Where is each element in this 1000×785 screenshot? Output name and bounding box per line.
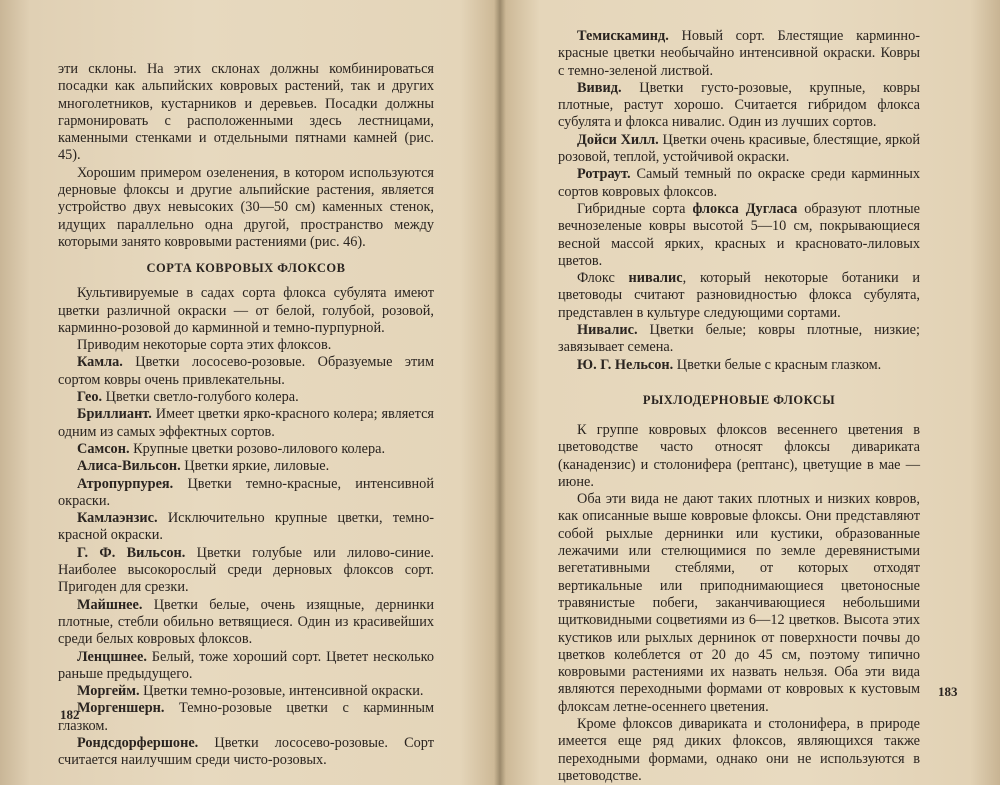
- variety-name: Ю. Г. Нельсон.: [577, 356, 674, 373]
- variety-name: Ленцшнее.: [77, 648, 147, 665]
- variety-entry: [58, 441, 434, 458]
- variety-description: Исключительно крупные цветки, темно-красной окраски.: [58, 510, 434, 544]
- variety-description: Цветки очень красивые, блестящие, яркой розовой, теплой, устойчивой окраски.: [558, 131, 920, 166]
- paragraph: К группе ковровых флоксов весеннего цветения в цветоводстве часто относят флоксы дивариката (канадензис) и столонифера (рептанс), цветущие в мае — июне.: [558, 421, 920, 490]
- paragraph: Хорошим примером озеленения, в котором используются дерновые флоксы и другие альпийские растения, является устройство двух невысоких (30—50 см) каменных стенок, идущих параллельно одна другой, пространство между которыми занято ковровыми растениями (рис. 46).: [58, 164, 434, 250]
- variety-description: Самый темный по окраске среди карминных сортов ковровых флоксов.: [558, 166, 920, 200]
- variety-entry: [558, 166, 920, 201]
- paragraph: Оба эти вида не дают таких плотных и низких ковров, как описанные выше ковровые флоксы. Они представляют собой рыхлые дернинки или кустики, образованные лежачими или стелющимися по земле деревянистыми вегетативными стеблями, от которых отходят вертикальные или приподнимающиеся цветоносные травянистые побеги, заканчивающиеся небольшими щитковидными соцветиями из 6—12 цветков. Высота этих кустиков или рыхлых дернинок от поверхности почвы до цветков колеблется от 20 до 45 см, поэтому типично ковровыми растениями их назвать нельзя. Оба эти вида являются переходными формами от ковровых к кустовым флоксам летне-осеннего цветения.: [558, 491, 920, 715]
- variety-name: Моргейм.: [77, 683, 140, 700]
- variety-description: Имеет цветки ярко-красного колера; является одним из самых эффектных сортов.: [58, 406, 434, 440]
- variety-entry: [58, 649, 434, 684]
- text-span: Гибридные сорта: [577, 200, 693, 217]
- variety-name: Темискаминд.: [577, 28, 669, 44]
- section-heading: СОРТА КОВРОВЫХ ФЛОКСОВ: [146, 261, 346, 276]
- paragraph: Культивируемые в садах сорта флокса субулята имеют цветки различной окраски — от белой, голубой, розовой, карминно-розовой до карминной и темно-пурпурной.: [58, 285, 434, 336]
- variety-name: Гео.: [77, 389, 103, 406]
- variety-name: Камлаэнзис.: [77, 510, 158, 527]
- variety-description: Цветки белые; ковры плотные, низкие; завязывает семена.: [558, 322, 920, 356]
- variety-name: Вивид.: [577, 79, 622, 96]
- variety-description: Белый, тоже хороший сорт. Цветет несколько раньше предыдущего.: [58, 648, 434, 682]
- page-number: 183: [938, 684, 958, 699]
- variety-description: Новый сорт. Блестящие карминно-красные цветки необычайно интенсивной окраски. Ковры с темно-зеленой листвой.: [558, 28, 920, 79]
- variety-name: Моргеншерн.: [77, 700, 165, 717]
- variety-name: Бриллиант.: [77, 406, 152, 423]
- paragraph: [558, 270, 920, 322]
- variety-description: Цветки белые, очень изящные, дернинки плотные, стебли обильно ветвящиеся. Один из красивейших среди белых ковровых флоксов.: [58, 596, 434, 648]
- species-name: нивалис: [628, 270, 683, 287]
- variety-name: Дойси Хилл.: [577, 131, 659, 148]
- variety-entry: [58, 735, 434, 770]
- variety-entry: [58, 510, 434, 545]
- paragraph: Приводим некоторые сорта этих флоксов.: [77, 337, 332, 354]
- variety-description: Цветки лососево-розовые. Образуемые этим сортом ковры очень привлекательны.: [58, 354, 434, 388]
- variety-entry: [558, 357, 920, 374]
- paragraph: [558, 201, 920, 270]
- variety-entry: [58, 597, 434, 649]
- text-span: образуют плотные вечнозеленые ковры высотой 5—10 см, покрывающиеся весной массой ярких, красных и красновато-лиловых цветов.: [558, 200, 920, 269]
- right-page: [558, 28, 920, 785]
- variety-entry: [58, 354, 434, 389]
- page-number: 182: [60, 707, 80, 722]
- species-name: флокса Дугласа: [692, 200, 798, 217]
- variety-description: Темно-розовые цветки с карминным глазком.: [58, 700, 434, 734]
- variety-name: Рондсдорфершоне.: [77, 734, 199, 751]
- text-span: , который некоторые ботаники и цветоводы считают разновидностью флокса субулята, представлен в культуре следующими сортами.: [558, 270, 920, 321]
- variety-entry: [558, 28, 920, 80]
- variety-name: Майшнее.: [77, 596, 143, 613]
- paragraph: Кроме флоксов дивариката и столонифера, в природе имеется еще ряд диких флоксов, являющихся также переходными формами, однако они не используются в цветоводстве.: [558, 715, 920, 784]
- variety-description: Цветки яркие, лиловые.: [180, 458, 330, 475]
- section-heading: РЫХЛОДЕРНОВЫЕ ФЛОКСЫ: [642, 392, 836, 407]
- variety-name: Камла.: [77, 354, 123, 371]
- variety-entry: [58, 406, 434, 441]
- variety-name: Нивалис.: [577, 322, 638, 339]
- variety-description: Цветки темно-розовые, интенсивной окраски.: [139, 683, 424, 700]
- variety-entry: [58, 545, 434, 597]
- variety-description: Цветки белые с красным глазком.: [673, 356, 882, 373]
- variety-description: Цветки лососево-розовые. Сорт считается наилучшим среди чисто-розовых.: [58, 734, 434, 769]
- variety-description: Цветки густо-розовые, крупные, ковры плотные, растут хорошо. Считается гибридом флокса субулята и флокса нивалис. Один из лучших сортов.: [558, 79, 920, 131]
- variety-name: Г. Ф. Вильсон.: [77, 544, 186, 561]
- variety-entry: [58, 389, 434, 406]
- variety-entry: [58, 476, 434, 511]
- variety-entry: [58, 458, 434, 475]
- variety-entry: [58, 683, 434, 700]
- variety-name: Самсон.: [77, 440, 130, 457]
- variety-entry: [558, 322, 920, 357]
- paragraph: эти склоны. На этих склонах должны комбинироваться посадки как альпийских ковровых растений, так и других многолетников, кустарников и деревьев. Посадки должны гармонировать с расположенными здесь лестницами, каменными стенками и отдельными пятнами камней (рис. 45).: [58, 61, 434, 164]
- variety-description: Крупные цветки розово-лилового колера.: [129, 440, 386, 457]
- variety-entry: [558, 132, 920, 167]
- variety-name: Алиса-Вильсон.: [77, 458, 181, 475]
- variety-description: Цветки светло-голубого колера.: [102, 389, 299, 406]
- left-page: [58, 61, 434, 770]
- text-span: Флокс: [577, 270, 629, 287]
- variety-description: Цветки темно-красные, интенсивной окраски.: [58, 475, 434, 509]
- variety-description: Цветки голубые или лилово-синие. Наиболее высокорослый среди дерновых флоксов сорт. Пригоден для срезки.: [58, 544, 434, 596]
- variety-entry: [558, 80, 920, 132]
- variety-name: Атропурпурея.: [77, 475, 174, 492]
- variety-name: Ротраут.: [577, 166, 631, 183]
- variety-entry: [58, 700, 434, 735]
